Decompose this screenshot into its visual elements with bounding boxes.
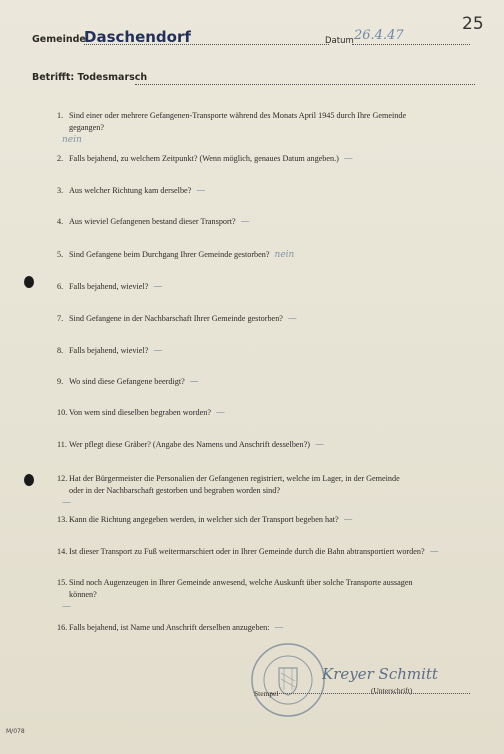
- handwritten-answer: —: [429, 547, 439, 557]
- question-text: Falls bejahend, wieviel?: [69, 282, 149, 291]
- subject-line: Betrifft: Todesmarsch: [32, 72, 148, 83]
- question-item: [57, 345, 467, 357]
- question-number: 10.: [57, 408, 68, 417]
- question-text: gegangen?: [69, 123, 105, 132]
- handwritten-answer: nein: [274, 250, 295, 260]
- question-text: Wo sind diese Gefangene beerdigt?: [69, 377, 185, 386]
- signature-dotted-line: [270, 693, 470, 694]
- question-item: [57, 514, 467, 526]
- subject-dotted-line: [135, 84, 475, 85]
- question-number: 14.: [57, 547, 68, 556]
- question-text: Hat der Bürgermeister die Personalien der Gefangenen registriert, welche im Lager, in der Gemeinde: [69, 474, 400, 483]
- question-item: [57, 281, 467, 293]
- question-text: oder in der Nachbarschaft gestorben und begraben worden sind?: [69, 486, 280, 495]
- handwritten-answer: —: [215, 408, 225, 418]
- question-number: 5.: [57, 250, 64, 259]
- handwritten-answer: —: [153, 346, 163, 356]
- question-text: Sind Gefangene in der Nachbarschaft Ihrer Gemeinde gestorben?: [69, 314, 283, 323]
- punch-hole: [24, 276, 34, 288]
- question-number: 6.: [57, 282, 64, 291]
- question-number: 15.: [57, 578, 68, 587]
- handwritten-answer: —: [153, 282, 163, 292]
- question-text: Sind noch Augenzeugen in Ihrer Gemeinde anwesend, welche Auskunft über solche Transporte aussagen: [69, 578, 413, 587]
- official-seal: [248, 640, 328, 720]
- page-number: 25: [462, 14, 484, 34]
- question-number: 13.: [57, 515, 68, 524]
- question-item: [57, 185, 467, 197]
- handwritten-answer: —: [287, 314, 297, 324]
- question-item: [57, 439, 467, 451]
- question-text: Von wem sind dieselben begraben worden?: [69, 408, 211, 417]
- datum-label: Datum: [325, 36, 354, 46]
- handwritten-answer: —: [274, 623, 284, 633]
- question-item: [57, 153, 467, 165]
- stamp-label: Stempel: [254, 689, 279, 698]
- question-item: [57, 407, 467, 419]
- question-item: [57, 473, 467, 509]
- question-text: Kann die Richtung angegeben werden, in welcher sich der Transport begeben hat?: [69, 515, 339, 524]
- gemeinde-label: Gemeinde: [32, 34, 86, 45]
- question-item: [57, 622, 467, 634]
- gemeinde-dotted-line: [84, 44, 329, 45]
- question-number: 2.: [57, 154, 64, 163]
- handwritten-answer: —: [62, 602, 71, 612]
- signature-label: (Unterschrift): [371, 686, 413, 695]
- handwritten-answer: —: [189, 377, 199, 387]
- datum-value: 26.4.47: [354, 28, 404, 43]
- signature: Kreyer Schmitt: [322, 665, 438, 683]
- question-number: 7.: [57, 314, 64, 323]
- punch-hole: [24, 474, 34, 486]
- handwritten-answer: —: [196, 186, 206, 196]
- question-item: [57, 216, 467, 228]
- question-number: 4.: [57, 217, 64, 226]
- handwritten-answer: —: [315, 440, 325, 450]
- question-number: 16.: [57, 623, 68, 632]
- handwritten-answer: —: [240, 217, 250, 227]
- gemeinde-name: Daschendorf: [84, 28, 191, 46]
- question-number: 11.: [57, 440, 67, 449]
- question-text: können?: [69, 590, 97, 599]
- question-number: 1.: [57, 111, 64, 120]
- question-item: [57, 249, 467, 261]
- question-text: Falls bejahend, zu welchem Zeitpunkt? (Wenn möglich, genaues Datum angeben.): [69, 154, 339, 163]
- handwritten-answer: —: [343, 515, 353, 525]
- question-item: [57, 577, 467, 613]
- question-text: Falls bejahend, wieviel?: [69, 346, 149, 355]
- question-text: Falls bejahend, ist Name und Anschrift derselben anzugeben:: [69, 623, 270, 632]
- question-text: Sind Gefangene beim Durchgang Ihrer Gemeinde gestorben?: [69, 250, 270, 259]
- question-text: Aus welcher Richtung kam derselbe?: [69, 186, 192, 195]
- form-code: M/078: [6, 728, 25, 735]
- handwritten-answer: —: [343, 154, 353, 164]
- question-text: Sind einer oder mehrere Gefangenen-Transporte während des Monats April 1945 durch Ihre Gemeinde: [69, 111, 407, 120]
- question-text: Wer pflegt diese Gräber? (Angabe des Namens und Anschrift desselben?): [69, 440, 311, 449]
- question-text: Aus wieviel Gefangenen bestand dieser Transport?: [69, 217, 236, 226]
- question-item: [57, 546, 467, 558]
- question-number: 12.: [57, 474, 68, 483]
- question-item: [57, 110, 467, 146]
- question-item: [57, 376, 467, 388]
- question-text: Ist dieser Transport zu Fuß weitermarschiert oder in Ihrer Gemeinde durch die Bahn abtransportiert worden?: [69, 547, 425, 556]
- handwritten-answer: nein: [62, 135, 82, 145]
- question-number: 3.: [57, 186, 64, 195]
- question-number: 9.: [57, 377, 64, 386]
- handwritten-answer: —: [62, 498, 71, 508]
- datum-dotted-line: [352, 44, 470, 45]
- question-item: [57, 313, 467, 325]
- header-row: [32, 28, 472, 50]
- question-number: 8.: [57, 346, 64, 355]
